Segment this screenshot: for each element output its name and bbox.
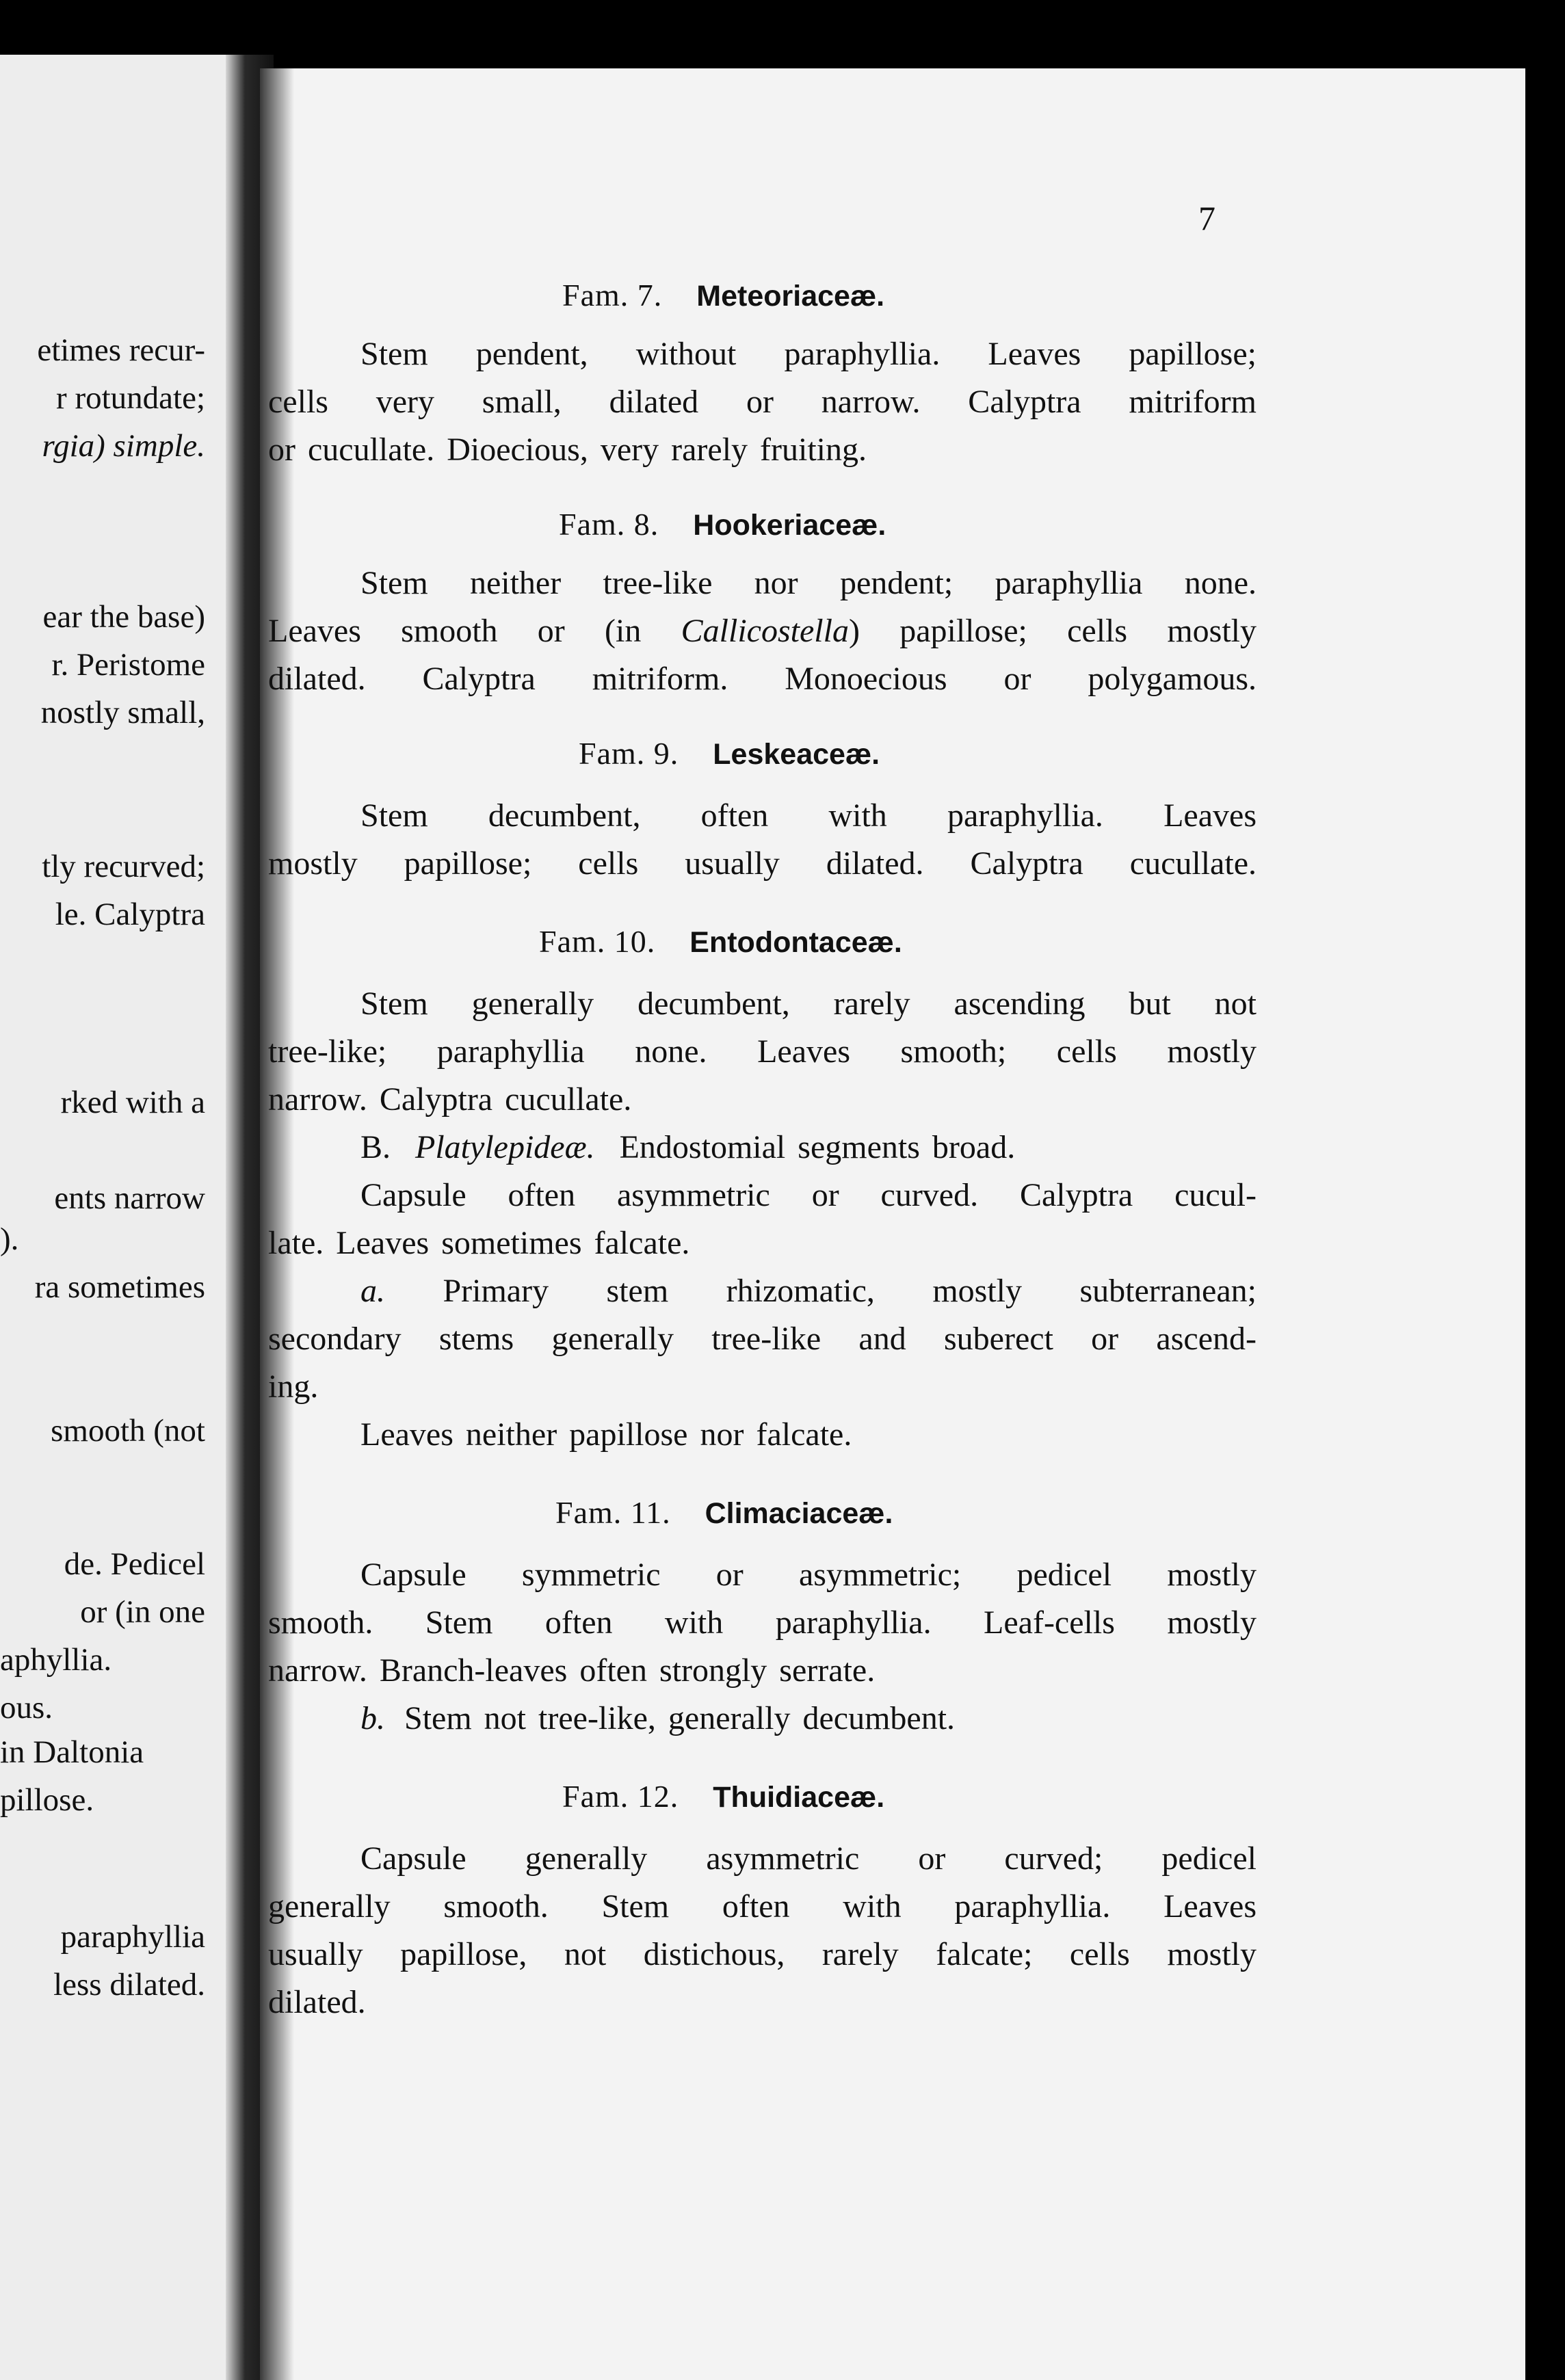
left-page-line: ous.	[0, 1690, 53, 1726]
subdivision-label: b.	[360, 1700, 385, 1736]
family-name: Climaciaceæ.	[705, 1497, 893, 1530]
text-line: Stem generally decumbent, rarely ascending but not	[360, 986, 1257, 1022]
left-page-line: r. Peristome	[51, 647, 205, 683]
text-line: Leaves neither papillose nor falcate.	[360, 1416, 852, 1453]
text-line: cells very small, dilated or narrow. Calyptra mitriform	[268, 384, 1257, 420]
text-line: Stem neither tree-like nor pendent; paraphyllia none.	[360, 565, 1257, 601]
left-page-line: rked with a	[60, 1085, 205, 1120]
family-label: Fam. 11.	[555, 1495, 671, 1530]
left-page-line: ).	[0, 1221, 19, 1257]
text-line: mostly papillose; cells usually dilated. Calyptra cucullate.	[268, 845, 1257, 882]
text-run: Leaves smooth or (in	[268, 613, 681, 649]
family-name: Entodontaceæ.	[689, 926, 902, 959]
text-line: Capsule symmetric or asymmetric; pedicel mostly	[360, 1557, 1257, 1593]
family-heading-11	[555, 1494, 893, 1531]
left-page	[0, 55, 236, 2380]
text-line: smooth. Stem often with paraphyllia. Leaf-cells mostly	[268, 1604, 1257, 1641]
left-page-line: ear the base)	[42, 599, 205, 635]
text-line: or cucullate. Dioecious, very rarely fruiting.	[268, 432, 867, 468]
text-line: tree-like; paraphyllia none. Leaves smooth; cells mostly	[268, 1033, 1257, 1070]
family-name: Meteoriaceæ.	[696, 280, 885, 313]
text-line: late. Leaves sometimes falcate.	[268, 1225, 690, 1261]
text-line: narrow. Branch-leaves often strongly serrate.	[268, 1652, 876, 1689]
family-heading-9	[579, 735, 880, 771]
left-page-line: less dilated.	[53, 1967, 205, 2002]
family-label: Fam. 9.	[579, 736, 679, 771]
text-line: Capsule often asymmetric or curved. Calyptra cucul-	[360, 1177, 1257, 1213]
family-name: Thuidiaceæ.	[713, 1781, 885, 1814]
left-page-line: tly recurved;	[42, 849, 205, 884]
family-label: Fam. 12.	[562, 1779, 679, 1814]
page-number: 7	[1198, 199, 1215, 237]
text-line: secondary stems generally tree-like and suberect or ascend-	[268, 1321, 1257, 1357]
left-page-line: paraphyllia	[60, 1919, 205, 1955]
left-page-line: le. Calyptra	[55, 897, 205, 932]
left-page-line: pillose.	[0, 1782, 94, 1818]
text-line: narrow. Calyptra cucullate.	[268, 1081, 632, 1118]
text-line	[268, 612, 1257, 650]
text-line: generally smooth. Stem often with paraphyllia. Leaves	[268, 1888, 1257, 1925]
family-heading-7	[562, 277, 884, 313]
text-line: Capsule generally asymmetric or curved; pedicel	[360, 1840, 1257, 1877]
text-run: ) papillose; cells mostly	[848, 613, 1257, 649]
family-name: Hookeriaceæ.	[693, 509, 886, 542]
family-label: Fam. 8.	[559, 507, 659, 542]
family-heading-10	[539, 923, 902, 960]
division-b-line	[360, 1128, 1015, 1166]
left-page-line: r rotundate;	[56, 380, 205, 416]
family-label: Fam. 7.	[562, 278, 663, 313]
family-label: Fam. 10.	[539, 924, 656, 959]
left-page-line: aphyllia.	[0, 1642, 112, 1678]
left-page-line: etimes recur-	[37, 332, 205, 368]
text-run: Stem not tree-like, generally decumbent.	[404, 1700, 956, 1736]
genus-name: Callicostella	[681, 613, 849, 649]
family-heading-8	[559, 506, 886, 542]
division-name: Platylepideæ.	[415, 1129, 595, 1165]
subdivision-label: a.	[360, 1273, 385, 1309]
division-label: B.	[360, 1129, 391, 1165]
left-page-line: smooth (not	[51, 1413, 205, 1449]
text-line: dilated. Calyptra mitriform. Monoecious or polygamous.	[268, 661, 1257, 697]
left-page-line: ents narrow	[54, 1180, 205, 1216]
left-page-word: in Daltonia	[0, 1734, 144, 1770]
left-page-line: ra sometimes	[34, 1269, 205, 1305]
division-description: Endostomial segments broad.	[619, 1129, 1016, 1165]
left-page-line: de. Pedicel	[64, 1546, 205, 1582]
text-run: Primary stem rhizomatic, mostly subterranean;	[443, 1273, 1257, 1309]
left-page-line: nostly small,	[40, 695, 205, 730]
text-line: usually papillose, not distichous, rarely falcate; cells mostly	[268, 1936, 1257, 1972]
text-line: dilated.	[268, 1984, 366, 2020]
left-page-line	[0, 1734, 144, 1771]
subdivision-b-line	[360, 1700, 955, 1737]
subdivision-a-line	[268, 1272, 1257, 1310]
text-line: Stem decumbent, often with paraphyllia. Leaves	[360, 797, 1257, 834]
text-line: Stem pendent, without paraphyllia. Leaves papillose;	[360, 336, 1257, 372]
family-heading-12	[562, 1778, 884, 1814]
left-page-line: or (in one	[80, 1594, 205, 1630]
text-line: ing.	[268, 1368, 319, 1405]
family-name: Leskeaceæ.	[713, 738, 880, 771]
left-page-line: rgia) simple.	[42, 428, 205, 464]
